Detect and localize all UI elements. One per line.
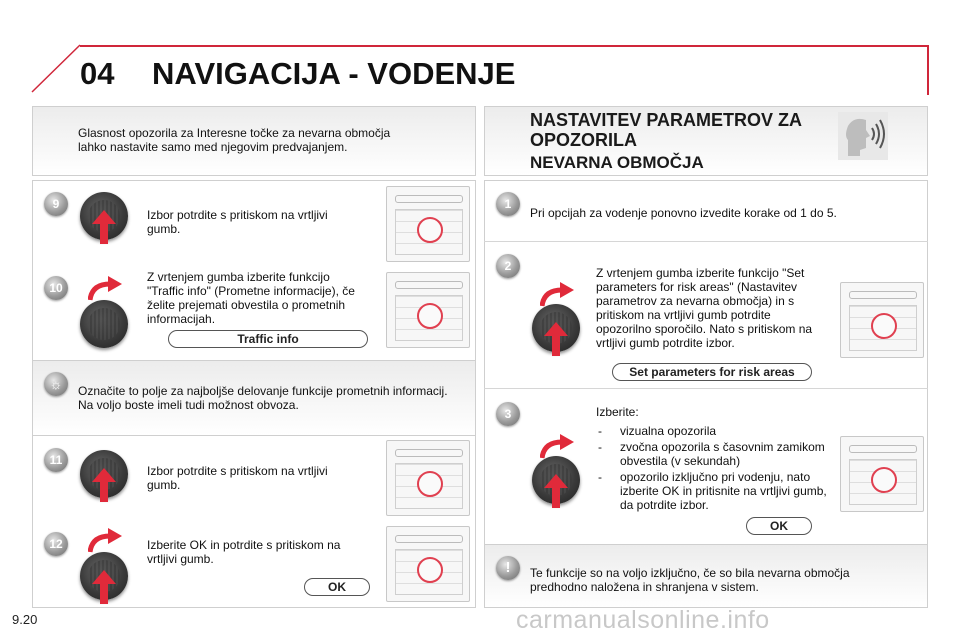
- rotary-knob: [80, 300, 128, 348]
- step-badge-1: 1: [496, 192, 520, 216]
- page-number: 9.20: [12, 612, 38, 627]
- step-2-text: Z vrtenjem gumba izberite funkcijo "Set parameters for risk areas" (Nastavitev parametrov za nevarna območja) in s pritiskom na vrtljivi gumb potrdite opozorilno sporočilo. Nato s pritiskom na vrtljivi gumb potrdite izbor.: [596, 266, 813, 350]
- control-unit-image: [386, 272, 470, 348]
- tip-text: Označite to polje za najboljše delovanje funkcije prometnih informacij. Na voljo boste imeli tudi možnost obvoza.: [78, 384, 448, 412]
- press-arrow-icon: [544, 474, 568, 508]
- step-10-text: Z vrtenjem gumba izberite funkcijo "Traffic info" (Prometne informacije), če želite prejemati obvestila o prometnih informacijah.: [147, 270, 355, 326]
- step-badge-9: 9: [44, 192, 68, 216]
- option-sound-delay: zvočna opozorila s časovnim zamikom obvestila (v sekundah): [620, 440, 825, 468]
- rotate-arrow-icon: [88, 276, 122, 302]
- ok-button[interactable]: OK: [304, 578, 370, 596]
- option-guidance-only: opozorilo izključno pri vodenju, nato izberite OK in pritisnite na vrtljivi gumb, da potrdite izbor.: [620, 470, 827, 512]
- warning-text: Te funkcije so na voljo izključno, če so bila nevarna območja predhodno naložena in shranjena v sistem.: [530, 566, 850, 594]
- step-3-intro: Izberite:: [596, 405, 639, 419]
- tip-bulb-icon: ☼: [44, 372, 68, 396]
- press-arrow-icon: [92, 210, 116, 244]
- option-dash: -: [598, 424, 602, 438]
- press-arrow-icon: [92, 570, 116, 604]
- step-badge-11: 11: [44, 448, 68, 472]
- watermark: carmanualsonline.info: [516, 606, 770, 634]
- set-parameters-button[interactable]: Set parameters for risk areas: [612, 363, 812, 381]
- option-dash: -: [598, 440, 602, 454]
- step-badge-10: 10: [44, 276, 68, 300]
- voice-head-icon: [838, 112, 888, 160]
- step-12-text: Izberite OK in potrdite s pritiskom na vrtljivi gumb.: [147, 538, 341, 566]
- press-arrow-icon: [544, 322, 568, 356]
- rotate-arrow-icon: [88, 528, 122, 554]
- step-badge-3: 3: [496, 402, 520, 426]
- page-title: NAVIGACIJA - VODENJE: [152, 56, 516, 91]
- control-unit-image: [840, 282, 924, 358]
- control-unit-image: [840, 436, 924, 512]
- step-badge-12: 12: [44, 532, 68, 556]
- section-subheading: NEVARNA OBMOČJA: [530, 153, 704, 172]
- step-9-text: Izbor potrdite s pritiskom na vrtljivi gumb.: [147, 208, 328, 236]
- control-unit-image: [386, 186, 470, 262]
- header-right-rule: [927, 45, 929, 95]
- divider: [484, 241, 928, 242]
- control-unit-image: [386, 440, 470, 516]
- step-badge-2: 2: [496, 254, 520, 278]
- press-arrow-icon: [92, 468, 116, 502]
- divider: [484, 388, 928, 389]
- traffic-info-button[interactable]: Traffic info: [168, 330, 368, 348]
- ok-button[interactable]: OK: [746, 517, 812, 535]
- header-rule: [80, 45, 928, 47]
- chapter-number: 04: [80, 56, 115, 91]
- control-unit-image: [386, 526, 470, 602]
- warning-icon: !: [496, 556, 520, 580]
- step-11-text: Izbor potrdite s pritiskom na vrtljivi gumb.: [147, 464, 328, 492]
- option-visual: vizualna opozorila: [620, 424, 717, 438]
- left-intro-text: Glasnost opozorila za Interesne točke za nevarna območja lahko nastavite samo med njegovim predvajanjem.: [78, 126, 391, 154]
- section-heading: NASTAVITEV PARAMETROV ZA OPOZORILA: [530, 110, 802, 150]
- option-dash: -: [598, 470, 602, 484]
- step-1-text: Pri opcijah za vodenje ponovno izvedite korake od 1 do 5.: [530, 206, 837, 220]
